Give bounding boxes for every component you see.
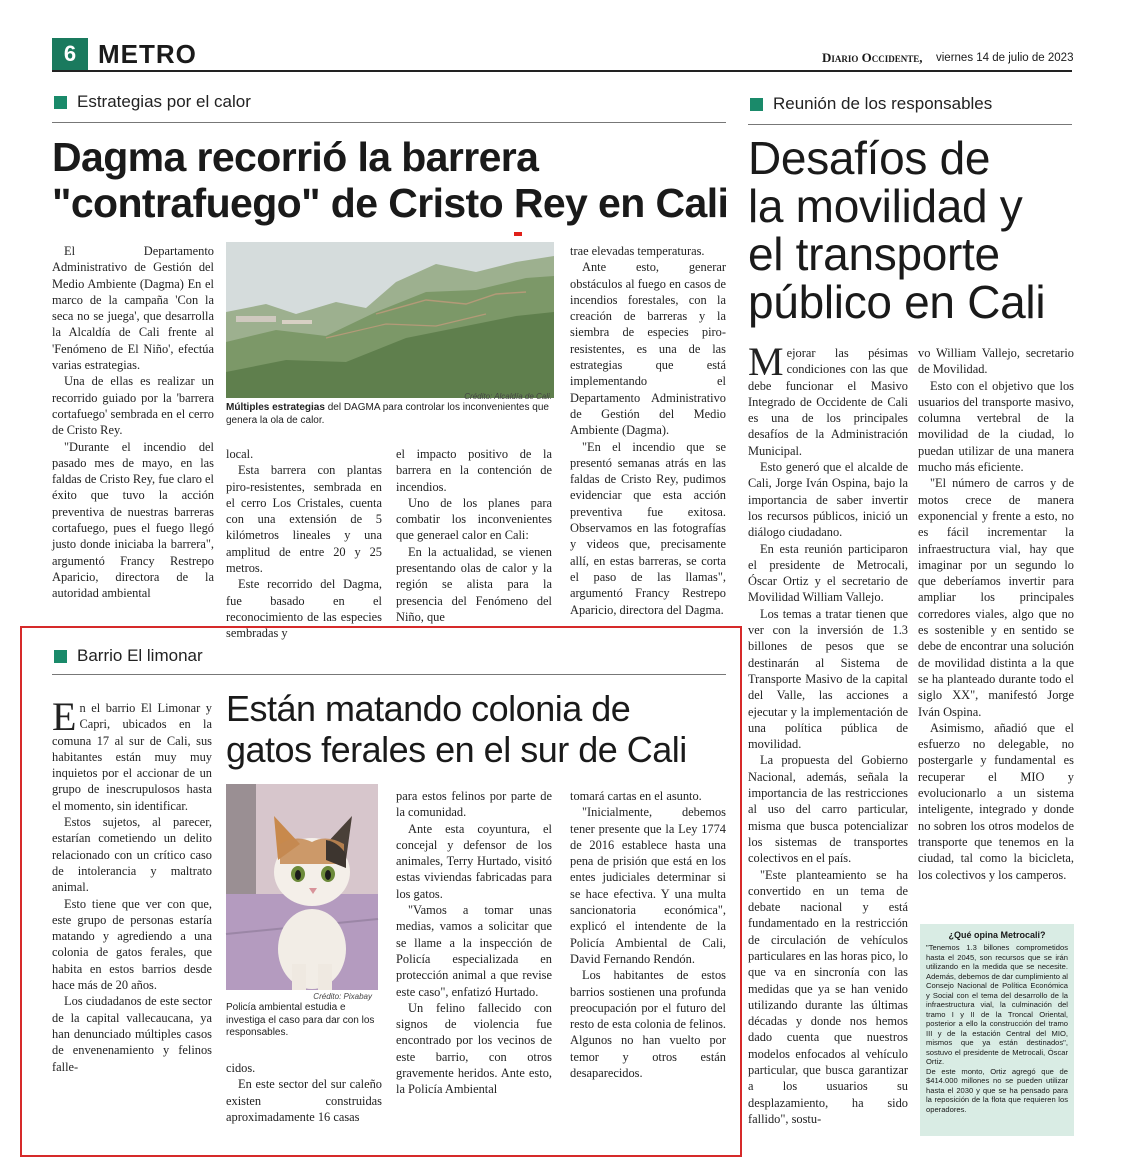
caption-bold: Múltiples estrategias <box>226 402 325 413</box>
caption-text: del DAGMA para controlar los inconvenientes que genera la ola de calor. <box>226 402 549 426</box>
text-cursor-marker <box>514 232 522 236</box>
paragraph: La propuesta del Gobierno Nacional, además, señala la importancia de las restricciones al uso del carro particular, misma que busca potencializar los sistemas de transportes colectivos en el país. <box>748 753 908 866</box>
kicker-square-icon <box>750 98 763 111</box>
paragraph: n el barrio El Limonar y Capri, ubicados en la comuna 17 al sur de Cali, sus habitantes están muy muy inquietos por el accionar de un grupo de inescrupulosos hasta el momento, sin identificar. <box>52 701 212 813</box>
headline-line: público en Cali <box>748 276 1046 328</box>
paragraph: En la actualidad, se vienen presentando olas de calor y la región se alista para la presencia del Fenómeno del Niño, que <box>396 544 552 624</box>
paragraph: Los ciudadanos de este sector de la capital vallecaucana, ya han denunciado múltiples casos de envenenamiento y felinos falle- <box>52 994 212 1074</box>
article1-column-3 <box>396 446 552 624</box>
article3-photo-caption: Policía ambiental estudia e investiga el caso para dar con los responsables. <box>226 1002 375 1038</box>
article3-column-4 <box>570 788 726 1148</box>
article2-kicker <box>750 94 992 114</box>
paragraph: Una de ellas es realizar un recorrido guiado por la 'barrera cortafuego' sembrada en el cerro de Cristo Rey. <box>52 374 214 438</box>
kicker-square-icon <box>54 650 67 663</box>
article1-column-1 <box>52 243 214 615</box>
article2-headline <box>748 134 1078 326</box>
paragraph: local. <box>226 447 254 461</box>
paragraph: "Vamos a tomar unas medias, vamos a solicitar que se llame a la inspección de Policía especializada en protección animal a que revise este caso", enfatizó Hurtado. <box>396 903 552 999</box>
paragraph: En este sector del sur caleño existen construidas aproximadamente 16 casas <box>226 1077 382 1124</box>
kicker-text: Estrategias por el calor <box>77 92 251 111</box>
paragraph: Estos sujetos, al parecer, estarían cometiendo un delito relacionado con un crítico caso de intolerancia y maltrato animal. <box>52 815 212 895</box>
paragraph: "Tenemos 1.3 billones comprometidos hasta el 2045, son recursos que se irán utilizando en la medida que se necesite. Además, debemos de dar cumplimiento al Consejo Nacional de Política Económica y Social con el tema del desarrollo de la infraestructura vial, la culminación del tramo I y II de la Troncal Oriental, posterior a ello la construcción del tramo III y de la estación Central del MIO, mismos que ya están destinados", sostuvo el presidente de Metrocali, Óscar Ortiz. <box>926 943 1068 1066</box>
paragraph: ejorar las pésimas condiciones con las que debe funcionar el Masivo Integrado de Occidente de Cali es una de los principales desafíos de la Administración Municipal. <box>748 346 908 458</box>
paragraph: "Inicialmente, debemos tener presente que la Ley 1774 de 2016 establece hasta una pena de prisión que está en los entes judiciales determinar si se hace efectiva. Y una multa sancionatoria económica", explicó el intendente de la Policía Ambiental de Cali, David Fernando Rendón. <box>570 805 726 966</box>
page-number-badge: 6 <box>52 38 88 70</box>
paragraph: Los temas a tratar tienen que ver con la inversión de 1.3 billones de pesos que se destinarán al Sistema de Transporte Masivo de la capital del Valle, las acciones a ejecutar y la implementación de una política pública de movilidad. <box>748 606 908 752</box>
article1-photo-hillside <box>226 242 554 398</box>
article3-photo-credit: Crédito: Pixabay <box>313 992 372 1001</box>
paragraph: Ante esta coyuntura, el concejal y defensor de los animales, Terry Hurtado, visitó estas viviendas fabricadas para los gatos. <box>396 821 552 901</box>
headline-line: el transporte <box>748 228 1000 280</box>
headline-line: la movilidad y <box>748 180 1023 232</box>
paragraph: Ante esto, generar obstáculos al fuego en casos de incendios forestales, con la creación de barreras y la siembra de especies piro-resistentes, es una de las estrategias que está implementando el Departamento Administrativo de Gestión del Medio Ambiente (Dagma). <box>570 260 726 438</box>
paragraph: para estos felinos por parte de la comunidad. <box>396 789 552 820</box>
paragraph: Esto tiene que ver con que, este grupo de personas estaría matando y agrediendo a una colonia de gatos ferales, que habita en estos barrios desde hace más de 20 años. <box>52 896 212 993</box>
headline-line: "contrafuego" de Cristo Rey en Cali <box>52 180 729 226</box>
section-title: METRO <box>98 39 197 69</box>
paragraph: "Este planteamiento se ha convertido en un tema de debate nacional y está fundamentado en la restricción de circulación de vehículos particulares en las horas pico, lo que va en sincronía con las medidas que ya se han venido utilizando durante las últimas décadas y donde nos hemos dado cuenta que nuestros modelos enfocados al vehículo particular, que busca garantizar a los usuarios su desplazamiento, ha sido fallido", sostu- <box>748 867 908 1126</box>
article1-kicker <box>54 92 251 112</box>
article1-photo-caption <box>226 402 556 427</box>
paragraph: En esta reunión participaron el presidente de Metrocali, Óscar Ortiz y el secretario de Movilidad William Vallejo. <box>748 541 908 605</box>
metrocali-sidebar <box>920 924 1074 1136</box>
dropcap: M <box>748 339 784 384</box>
article3-headline <box>226 688 731 770</box>
article2-column-1 <box>748 339 908 1157</box>
kicker-text: Reunión de los responsables <box>773 94 993 113</box>
article1-photo-credit: Crédito: Alcaldía de Cali. <box>464 392 552 401</box>
newspaper-name: Diario Occidente, <box>822 50 923 65</box>
paragraph: Asimismo, añadió que el esfuerzo no delegable, no postergarle y fundamental es recuperar el MIO y evolucionarlo a un sistema inteligente, integrado y donde no sobren los otros modelos de transporte que tenemos en la ciudad, tal como la bicicleta, los colectivos y los camperos. <box>918 720 1074 882</box>
article2-kicker-rule <box>748 124 1072 125</box>
paragraph: el impacto positivo de la barrera en la contención de incendios. <box>396 447 552 494</box>
article3-column-1 <box>52 694 212 1148</box>
paragraph: tomará cartas en el asunto. <box>570 789 702 803</box>
paragraph: Esto generó que el alcalde de Cali, Jorge Iván Ospina, bajo la importancia de saber invertir los recursos públicos, inició un diálogo ciudadano. <box>748 460 908 540</box>
paragraph: trae elevadas temperaturas. <box>570 244 705 258</box>
paragraph: Los habitantes de estos barrios sostienen una profunda preocupación por el futuro del resto de esta colonia de felinos. Algunos no han vuelto por temor y otros están desaparecidos. <box>570 968 726 1081</box>
article1-kicker-rule <box>52 122 726 123</box>
headline-line: Dagma recorrió la barrera <box>52 134 539 180</box>
paragraph: Uno de los planes para combatir los inconvenientes que generael calor en Cali: <box>396 495 552 543</box>
paragraph: cidos. <box>226 1061 256 1075</box>
headline-line: Desafíos de <box>748 132 991 184</box>
paragraph: "En el incendio que se presentó semanas atrás en las faldas de Cristo Rey, pudimos evidenciar que esta acción preventiva fue exitosa. Observamos en las fotografías y videos que, precisamente allí, en estas barreras, se corta el paso de las llamas", argumentó Francy Restrepo Aparicio, directora del Dagma. <box>570 439 726 617</box>
article1-column-2 <box>226 446 382 641</box>
sidebar-title: ¿Qué opina Metrocali? <box>948 930 1046 940</box>
article3-kicker-rule <box>52 674 726 675</box>
header-rule <box>52 70 1072 72</box>
paragraph: Esto con el objetivo que los usuarios del transporte masivo, columna vertebral de la movilidad de la ciudad, lo puedan utilizar de una manera mucho más eficiente. <box>918 378 1074 475</box>
headline-line: gatos ferales en el sur de Cali <box>226 729 687 770</box>
article3-column-3 <box>396 788 552 1148</box>
headline-line: Están matando colonia de <box>226 688 631 729</box>
paragraph: "Durante el incendio del pasado mes de mayo, en las faldas de Cristo Rey, fue claro el éxito que tuvo la acción preventiva de nuestras barreras cortafuego, pues el fuego llegó justo donde iniciaba la barrera", argumentó Francy Restrepo Aparicio, directora de la autoridad ambiental <box>52 439 214 601</box>
paragraph: Este recorrido del Dagma, fue basado en el reconocimiento de las especies sembradas y <box>226 577 382 641</box>
article1-headline <box>52 134 732 226</box>
issue-date: viernes 14 de julio de 2023 <box>936 52 1074 64</box>
article3-photo-cat <box>226 784 378 990</box>
kicker-square-icon <box>54 96 67 109</box>
article1-column-4 <box>570 243 726 615</box>
sidebar-text <box>926 943 1068 1114</box>
article3-column-2 <box>226 1060 382 1148</box>
paragraph: vo William Vallejo, secretario de Movilidad. <box>918 346 1074 377</box>
paragraph: Esta barrera con plantas piro-resistentes, sembrada en el cerro Los Cristales, cuenta con una extensión de 5 kilómetros lineales y una amplitud de entre 20 y 25 metros. <box>226 463 382 576</box>
paragraph: El Departamento Administrativo de Gestión del Medio Ambiente (Dagma) En el marco de la campaña 'Con la seca no se juega', que desarrolla la Alcaldía de Cali frente al 'Fenómeno de El Niño', efectúa varias estrategias. <box>52 244 214 373</box>
paragraph: De este monto, Ortiz agregó que de $414.000 millones no se pueden utilizar hasta el 2030 y que se ha pensado para la reposición de la flota que requieren los operadores. <box>926 1066 1068 1114</box>
kicker-text: Barrio El limonar <box>77 646 203 665</box>
paragraph: "El número de carros y de motos crece de manera exponencial y frente a esto, no es fácil incrementar la infraestructura vial, hay que imaginar por un segundo lo que deberíamos invertir para ampliar los principales corredores viales, algo que no es sostenible y en sentido se debe de encontrar una solución de movilidad distinta a la que se ha planteado durante todo el siglo XX", manifestó Jorge Iván Ospina. <box>918 476 1074 719</box>
paragraph: Un felino fallecido con signos de violencia fue encontrado por los vecinos de este barrio, con otros gravemente heridos. Ante esto, la Policía Ambiental <box>396 1000 552 1097</box>
article2-column-2 <box>918 345 1074 905</box>
article3-kicker <box>54 646 203 666</box>
dropcap: E <box>52 694 77 739</box>
